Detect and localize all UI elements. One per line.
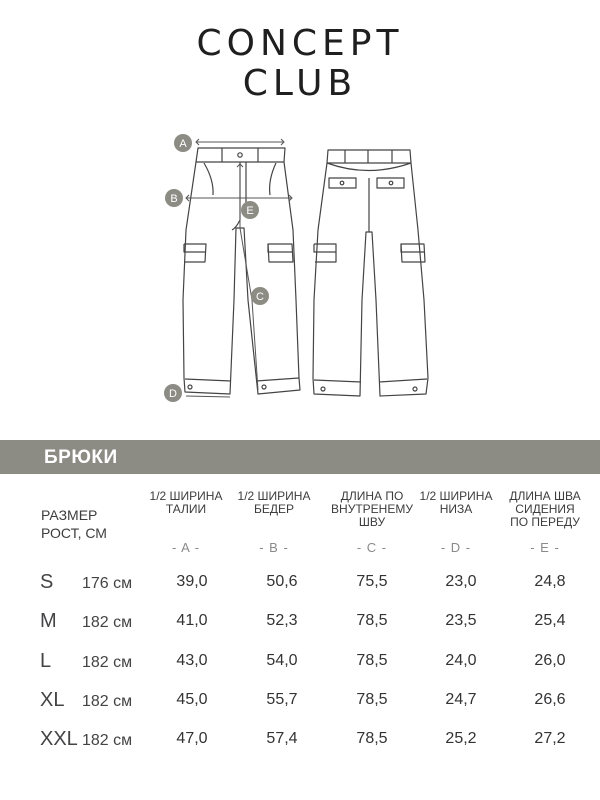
column-code-e: - E -: [530, 540, 560, 555]
front-view: [183, 148, 300, 394]
cell-inseam: 78,5: [356, 691, 388, 708]
size-label: L: [40, 650, 52, 672]
column-header-front-rise: ДЛИНА ШВА СИДЕНИЯ ПО ПЕРЕДУ - E -: [495, 490, 595, 529]
size-height-header: [41, 506, 107, 542]
cell-inseam: 78,5: [356, 652, 388, 669]
cell-front-rise: 26,6: [534, 691, 566, 708]
height-label: 182 см: [82, 614, 133, 631]
cell-hem: 25,2: [445, 730, 477, 747]
height-label: 176 см: [82, 575, 133, 592]
svg-text:D: D: [169, 388, 177, 400]
cell-front-rise: 27,2: [534, 730, 566, 747]
height-label: 182 см: [82, 693, 133, 710]
cell-waist: 43,0: [176, 652, 208, 669]
back-view: [313, 150, 428, 396]
measurement-lines: [186, 139, 292, 397]
cell-hem: 23,0: [445, 573, 477, 590]
column-header-hem: 1/2 ШИРИНА НИЗА - D -: [406, 490, 506, 516]
table-title-band: [0, 440, 600, 474]
cell-inseam: 78,5: [356, 730, 388, 747]
column-code-a: - A -: [171, 540, 201, 555]
marker-a: [174, 134, 192, 152]
column-code-c: - C -: [356, 540, 388, 555]
column-header-inseam: ДЛИНА ПО ВНУТРЕНЕМУ ШВУ - C -: [322, 490, 422, 529]
cell-inseam: 75,5: [356, 573, 388, 590]
size-label: M: [40, 610, 57, 632]
table-title: БРЮКИ: [44, 447, 118, 468]
size-label: XXL: [40, 728, 78, 750]
cell-waist: 39,0: [176, 573, 208, 590]
marker-d: [164, 384, 182, 402]
cell-front-rise: 24,8: [534, 573, 566, 590]
cell-hem: 24,0: [445, 652, 477, 669]
cell-waist: 45,0: [176, 691, 208, 708]
svg-text:E: E: [246, 205, 254, 217]
table-row: [0, 650, 600, 680]
size-header-label: РАЗМЕР: [41, 507, 98, 523]
cell-front-rise: 25,4: [534, 612, 566, 629]
size-label: S: [40, 571, 54, 593]
cell-hips: 50,6: [266, 573, 298, 590]
brand-logo-line2: CLUB: [242, 63, 358, 104]
column-code-d: - D -: [440, 540, 472, 555]
marker-c: [251, 287, 269, 305]
column-header-hips: 1/2 ШИРИНА БЕДЕР - B -: [224, 490, 324, 516]
table-row: [0, 689, 600, 719]
cell-hem: 24,7: [445, 691, 477, 708]
brand-logo-line1: CONCEPT: [196, 23, 404, 64]
cell-inseam: 78,5: [356, 612, 388, 629]
cell-hips: 57,4: [266, 730, 298, 747]
cell-hips: 55,7: [266, 691, 298, 708]
cell-hem: 23,5: [445, 612, 477, 629]
height-header-label: РОСТ, СМ: [41, 525, 107, 541]
column-code-b: - B -: [259, 540, 289, 555]
column-header-waist: 1/2 ШИРИНА ТАЛИИ - A -: [136, 490, 236, 516]
cell-waist: 41,0: [176, 612, 208, 629]
svg-text:A: A: [179, 138, 187, 150]
trousers-measurement-diagram: [0, 120, 600, 420]
height-label: 182 см: [82, 732, 133, 749]
height-label: 182 см: [82, 654, 133, 671]
svg-text:C: C: [256, 291, 264, 303]
svg-text:B: B: [170, 193, 178, 205]
cell-hips: 54,0: [266, 652, 298, 669]
cell-front-rise: 26,0: [534, 652, 566, 669]
size-label: XL: [40, 689, 65, 711]
marker-b: [165, 189, 183, 207]
table-row: [0, 610, 600, 640]
table-row: [0, 728, 600, 758]
marker-e: [241, 201, 259, 219]
table-row: [0, 571, 600, 601]
cell-hips: 52,3: [266, 612, 298, 629]
cell-waist: 47,0: [176, 730, 208, 747]
